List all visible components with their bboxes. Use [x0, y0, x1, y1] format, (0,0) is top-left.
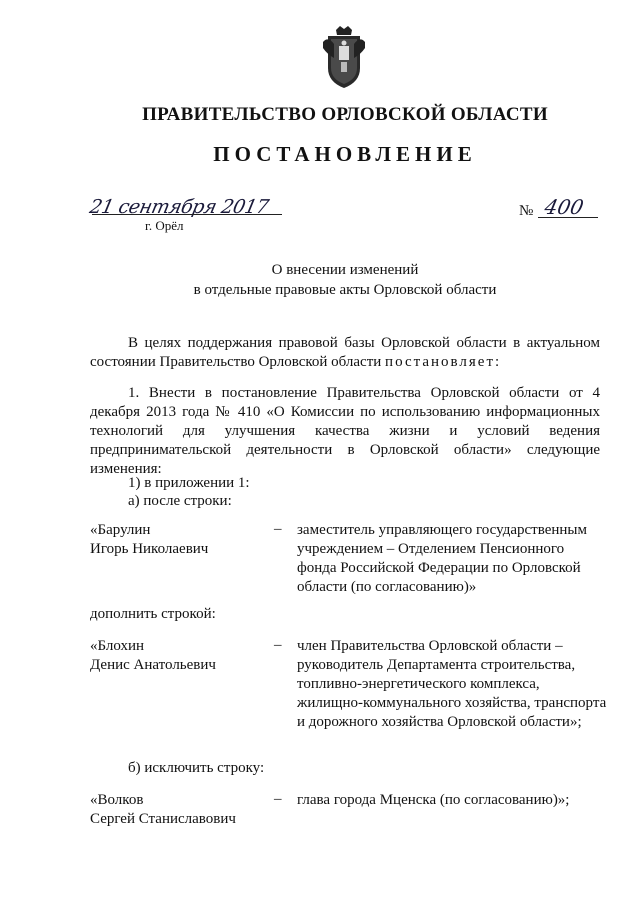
entry-c-given: Сергей Станиславович [90, 811, 236, 827]
handwritten-date: 21 сентября 2017 [87, 196, 271, 218]
coat-of-arms-icon [318, 24, 370, 90]
entry-c-description: глава города Мценска (по согласованию)»; [297, 792, 570, 808]
entry-c-dash: – [274, 791, 282, 807]
supplement-label: дополнить строкой: [90, 606, 216, 622]
entry-a-description: заместитель управляющего государственным учреждением – Отделением Пенсионного фонда Российской Федерации по Орловской области (по согласованию)» [297, 522, 587, 595]
entry-a-name [90, 521, 208, 559]
document-title [90, 260, 600, 300]
subitem-1: 1) в приложении 1: [128, 475, 250, 491]
preamble-text: В целях поддержания правовой базы Орловской области в актуальном состоянии Правительство Орловской области [90, 335, 600, 370]
subitem-a: а) после строки: [128, 493, 232, 509]
preamble-keyword: постановляет: [385, 354, 502, 370]
item-1-text: 1. Внести в постановление Правительства Орловской области от 4 декабря 2013 года № 410 «О Комиссии по использованию информационных технологий для улучшения качества жизни и условий ведения предпринимательской деятельности в Орловской области» следующие изменения: [90, 385, 600, 477]
preamble [90, 334, 600, 372]
handwritten-number: 400 [542, 195, 586, 219]
document-type: ПОСТАНОВЛЕНИЕ [213, 142, 477, 166]
title-line-2: в отдельные правовые акты Орловской области [193, 282, 497, 298]
number-label: № [519, 203, 534, 219]
entry-b-given: Денис Анатольевич [90, 657, 216, 673]
city-label: г. Орёл [145, 218, 184, 233]
date-underline [92, 214, 282, 215]
government-name: ПРАВИТЕЛЬСТВО ОРЛОВСКОЙ ОБЛАСТИ [142, 104, 548, 125]
number-underline [538, 217, 598, 218]
entry-a-given: Игорь Николаевич [90, 541, 209, 557]
entry-a-surname: «Барулин [90, 522, 151, 538]
subitem-b: б) исключить строку: [128, 760, 265, 776]
entry-b-dash: – [274, 637, 282, 653]
entry-b-name [90, 637, 216, 675]
entry-b-description: член Правительства Орловской области – руководитель Департамента строительства, топливно-энергетического комплекса, жилищно-коммунального хозяйства, транспорта и дорожного хозяйства Орловской области»; [297, 638, 607, 730]
title-line-1: О внесении изменений [271, 262, 419, 278]
entry-c-name [90, 791, 236, 829]
entry-c-surname: «Волков [90, 792, 144, 808]
entry-b-surname: «Блохин [90, 638, 145, 654]
entry-a-dash: – [274, 521, 282, 537]
